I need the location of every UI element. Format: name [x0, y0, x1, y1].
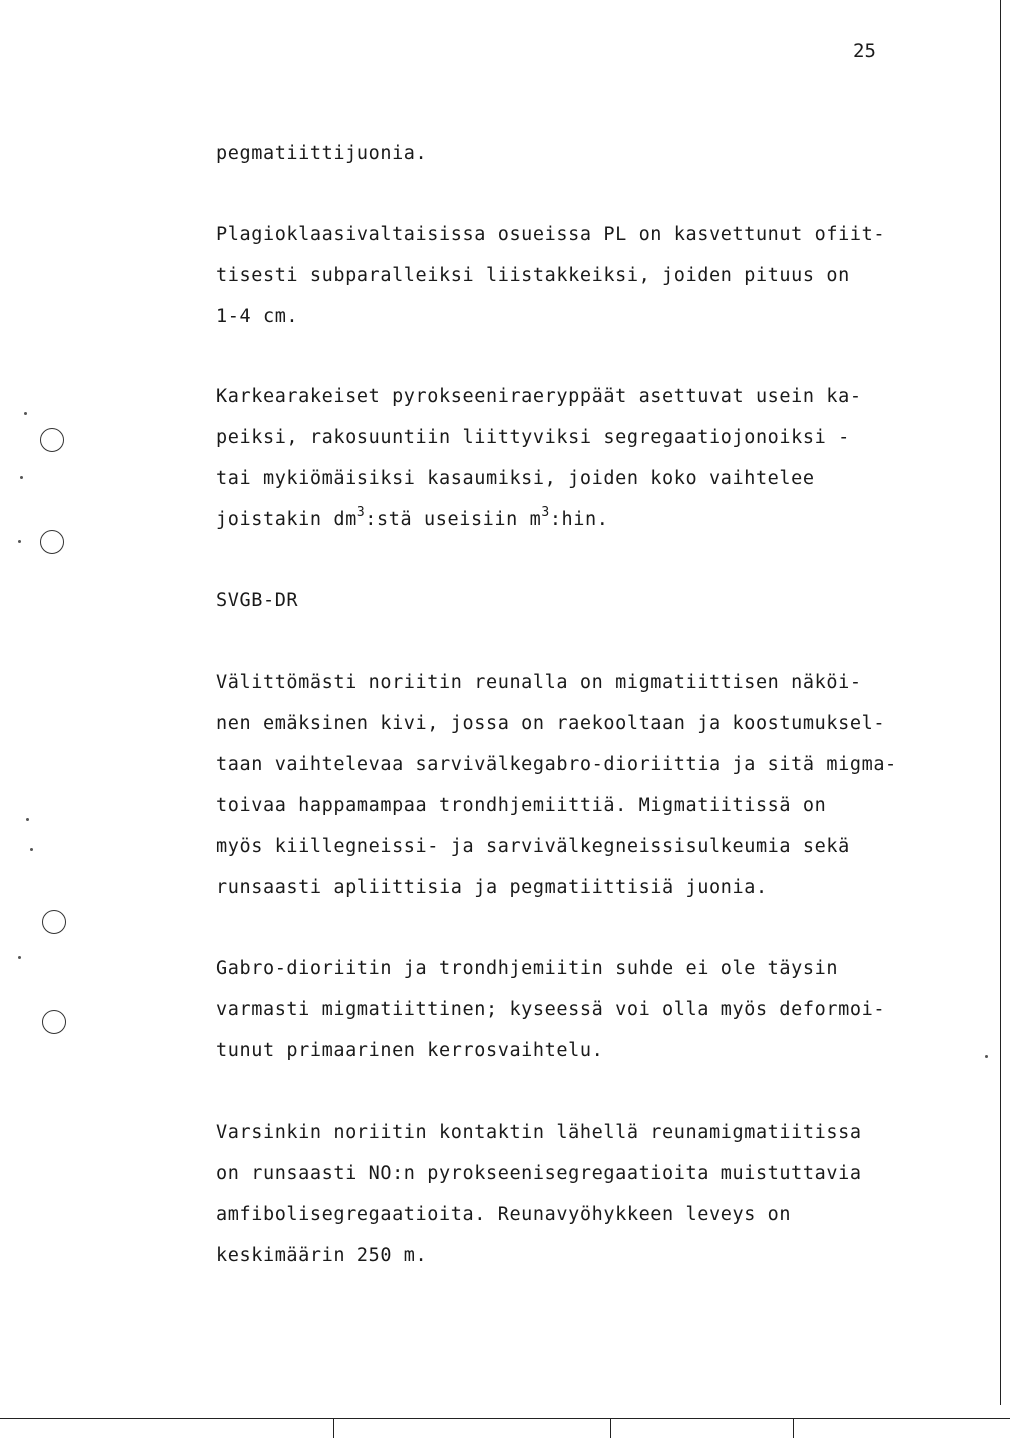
superscript: 3 [356, 504, 366, 520]
page-edge-bottom [0, 1418, 1010, 1419]
text-line [216, 499, 936, 540]
text-line: taan vaihtelevaa sarvivälkegabro-dioriittia ja sitä migma- [216, 754, 897, 775]
scan-speck [20, 476, 23, 479]
superscript: 3 [541, 504, 550, 520]
scan-speck [985, 1055, 988, 1058]
page-number: 25 [853, 40, 876, 62]
scan-speck [18, 540, 21, 543]
text-line: Plagioklaasivaltaisissa osueissa PL on kasvettunut ofiit- [216, 224, 886, 245]
text-line: 1-4 cm. [216, 306, 299, 327]
section-heading [216, 580, 936, 621]
punch-hole [40, 428, 64, 452]
text-line: Välittömästi noriitin reunalla on migmatiittisen näköi- [216, 672, 862, 693]
text-line: tai mykiömäisiksi kasaumiksi, joiden koko vaihtelee [216, 468, 815, 489]
text-line: Varsinkin noriitin kontaktin lähellä reunamigmatiitissa [216, 1122, 862, 1143]
text-line: amfibolisegregaatioita. Reunavyöhykkeen leveys on [216, 1204, 792, 1225]
paragraph-norite-contact [216, 1112, 936, 1276]
punch-hole [40, 530, 64, 554]
text-line: Karkearakeiset pyrokseeniraeryppäät asettuvat usein ka- [216, 386, 862, 407]
text-line: toivaa happamampaa trondhjemiittiä. Migmatiitissä on [216, 795, 827, 816]
text-line: keskimäärin 250 m. [216, 1245, 428, 1266]
text-line: peiksi, rakosuuntiin liittyviksi segregaatiojonoiksi - [216, 427, 850, 448]
text-line: pegmatiittijuonia. [216, 143, 428, 164]
text-line: tisesti subparalleiksi liistakkeiksi, joiden pituus on [216, 265, 850, 286]
text-fragment: :hin. [549, 509, 609, 530]
page-edge-right [1000, 0, 1001, 1405]
binding-mark [333, 1418, 334, 1438]
paragraph-pyroxene [216, 376, 936, 540]
paragraph-gabbro-diorite [216, 948, 936, 1071]
binding-mark [793, 1418, 794, 1438]
scan-speck [30, 848, 33, 851]
text-line: varmasti migmatiittinen; kyseessä voi olla myös deformoi- [216, 999, 886, 1020]
binding-mark [610, 1418, 611, 1438]
text-line: Gabro-dioriitin ja trondhjemiitin suhde ei ole täysin [216, 958, 839, 979]
scan-speck [26, 818, 29, 821]
scan-speck [24, 412, 27, 415]
text-line: nen emäksinen kivi, jossa on raekooltaan ja koostumuksel- [216, 713, 886, 734]
text-fragment: :stä useisiin m [365, 509, 542, 530]
scan-speck [18, 956, 21, 959]
text-fragment: joistakin dm [216, 509, 357, 530]
text-line: tunut primaarinen kerrosvaihtelu. [216, 1040, 604, 1061]
punch-hole [42, 910, 66, 934]
text-line: on runsaasti NO:n pyrokseenisegregaatioita muistuttavia [216, 1163, 862, 1184]
paragraph-continuation [216, 133, 936, 174]
text-line: runsaasti apliittisia ja pegmatiittisiä juonia. [216, 877, 768, 898]
paragraph-migmatite [216, 662, 936, 908]
heading-text: SVGB-DR [216, 590, 299, 611]
text-line: myös kiillegneissi- ja sarvivälkegneissisulkeumia sekä [216, 836, 850, 857]
paragraph-plagioclase [216, 214, 936, 337]
punch-hole [42, 1010, 66, 1034]
